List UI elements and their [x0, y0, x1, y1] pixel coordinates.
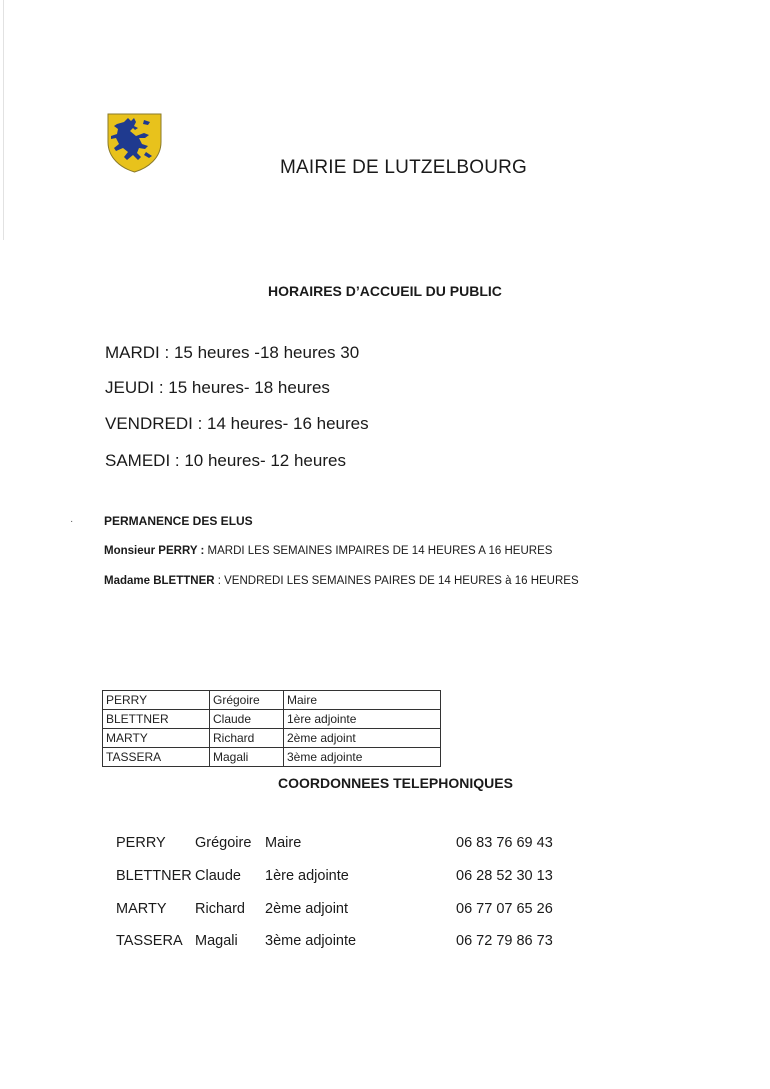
contact-role: Maire [265, 835, 302, 851]
contact-first-name: Claude [195, 868, 241, 884]
permanence-entry-name: Madame BLETTNER [104, 575, 215, 587]
contact-role: 1ère adjointe [265, 868, 349, 884]
table-cell-first-name: Magali [210, 748, 284, 767]
table-row [103, 729, 441, 748]
table-cell-role: 2ème adjoint [284, 729, 441, 748]
town-hall-title: MAIRIE DE LUTZELBOURG [280, 157, 528, 178]
contact-last-name: TASSERA [116, 933, 183, 949]
table-row [103, 691, 441, 710]
table-cell-role: Maire [284, 691, 441, 710]
table-cell-role: 3ème adjointe [284, 748, 441, 767]
contact-last-name: BLETTNER [116, 868, 192, 884]
hours-line-tuesday: MARDI : 15 heures -18 heures 30 [105, 343, 360, 362]
contact-role: 2ème adjoint [265, 901, 349, 917]
permanence-entry-detail: MARDI LES SEMAINES IMPAIRES DE 14 HEURES A 16 HEURES [204, 545, 553, 557]
contact-row [116, 901, 576, 921]
contact-first-name: Richard [195, 901, 245, 917]
table-row [103, 710, 441, 729]
table-cell-first-name: Claude [210, 710, 284, 729]
officials-table [102, 690, 441, 767]
contact-phone: 06 83 76 69 43 [456, 835, 553, 851]
table-cell-last-name: MARTY [103, 729, 210, 748]
table-cell-last-name: BLETTNER [103, 710, 210, 729]
phone-contacts-heading: COORDONNEES TELEPHONIQUES [278, 775, 513, 791]
scan-speck: · [70, 516, 74, 527]
permanence-entry-name: Monsieur PERRY : [104, 545, 205, 557]
contact-phone: 06 77 07 65 26 [456, 901, 553, 917]
permanence-entry [104, 545, 552, 557]
scan-edge-line [3, 0, 4, 240]
lion-coat-of-arms-icon [106, 112, 163, 174]
hours-line-friday: VENDREDI : 14 heures- 16 heures [105, 414, 369, 433]
contact-row [116, 835, 576, 855]
opening-hours-heading: HORAIRES D’ACCUEIL DU PUBLIC [268, 283, 502, 299]
table-cell-first-name: Richard [210, 729, 284, 748]
contact-last-name: PERRY [116, 835, 166, 851]
table-cell-role: 1ère adjointe [284, 710, 441, 729]
contact-phone: 06 28 52 30 13 [456, 868, 553, 884]
contact-last-name: MARTY [116, 901, 167, 917]
table-cell-last-name: PERRY [103, 691, 210, 710]
table-cell-first-name: Grégoire [210, 691, 284, 710]
contact-row [116, 868, 576, 888]
permanence-entry [104, 575, 579, 587]
hours-line-saturday: SAMEDI : 10 heures- 12 heures [105, 451, 346, 470]
contact-row [116, 933, 576, 953]
contact-phone: 06 72 79 86 73 [456, 933, 553, 949]
permanence-entry-detail: : VENDREDI LES SEMAINES PAIRES DE 14 HEURES à 16 HEURES [214, 575, 579, 587]
permanence-heading: PERMANENCE DES ELUS [104, 514, 253, 528]
table-cell-last-name: TASSERA [103, 748, 210, 767]
contact-role: 3ème adjointe [265, 933, 357, 949]
contact-first-name: Grégoire [195, 835, 252, 851]
contact-first-name: Magali [195, 933, 238, 949]
table-row [103, 748, 441, 767]
hours-line-thursday: JEUDI : 15 heures- 18 heures [105, 378, 330, 397]
